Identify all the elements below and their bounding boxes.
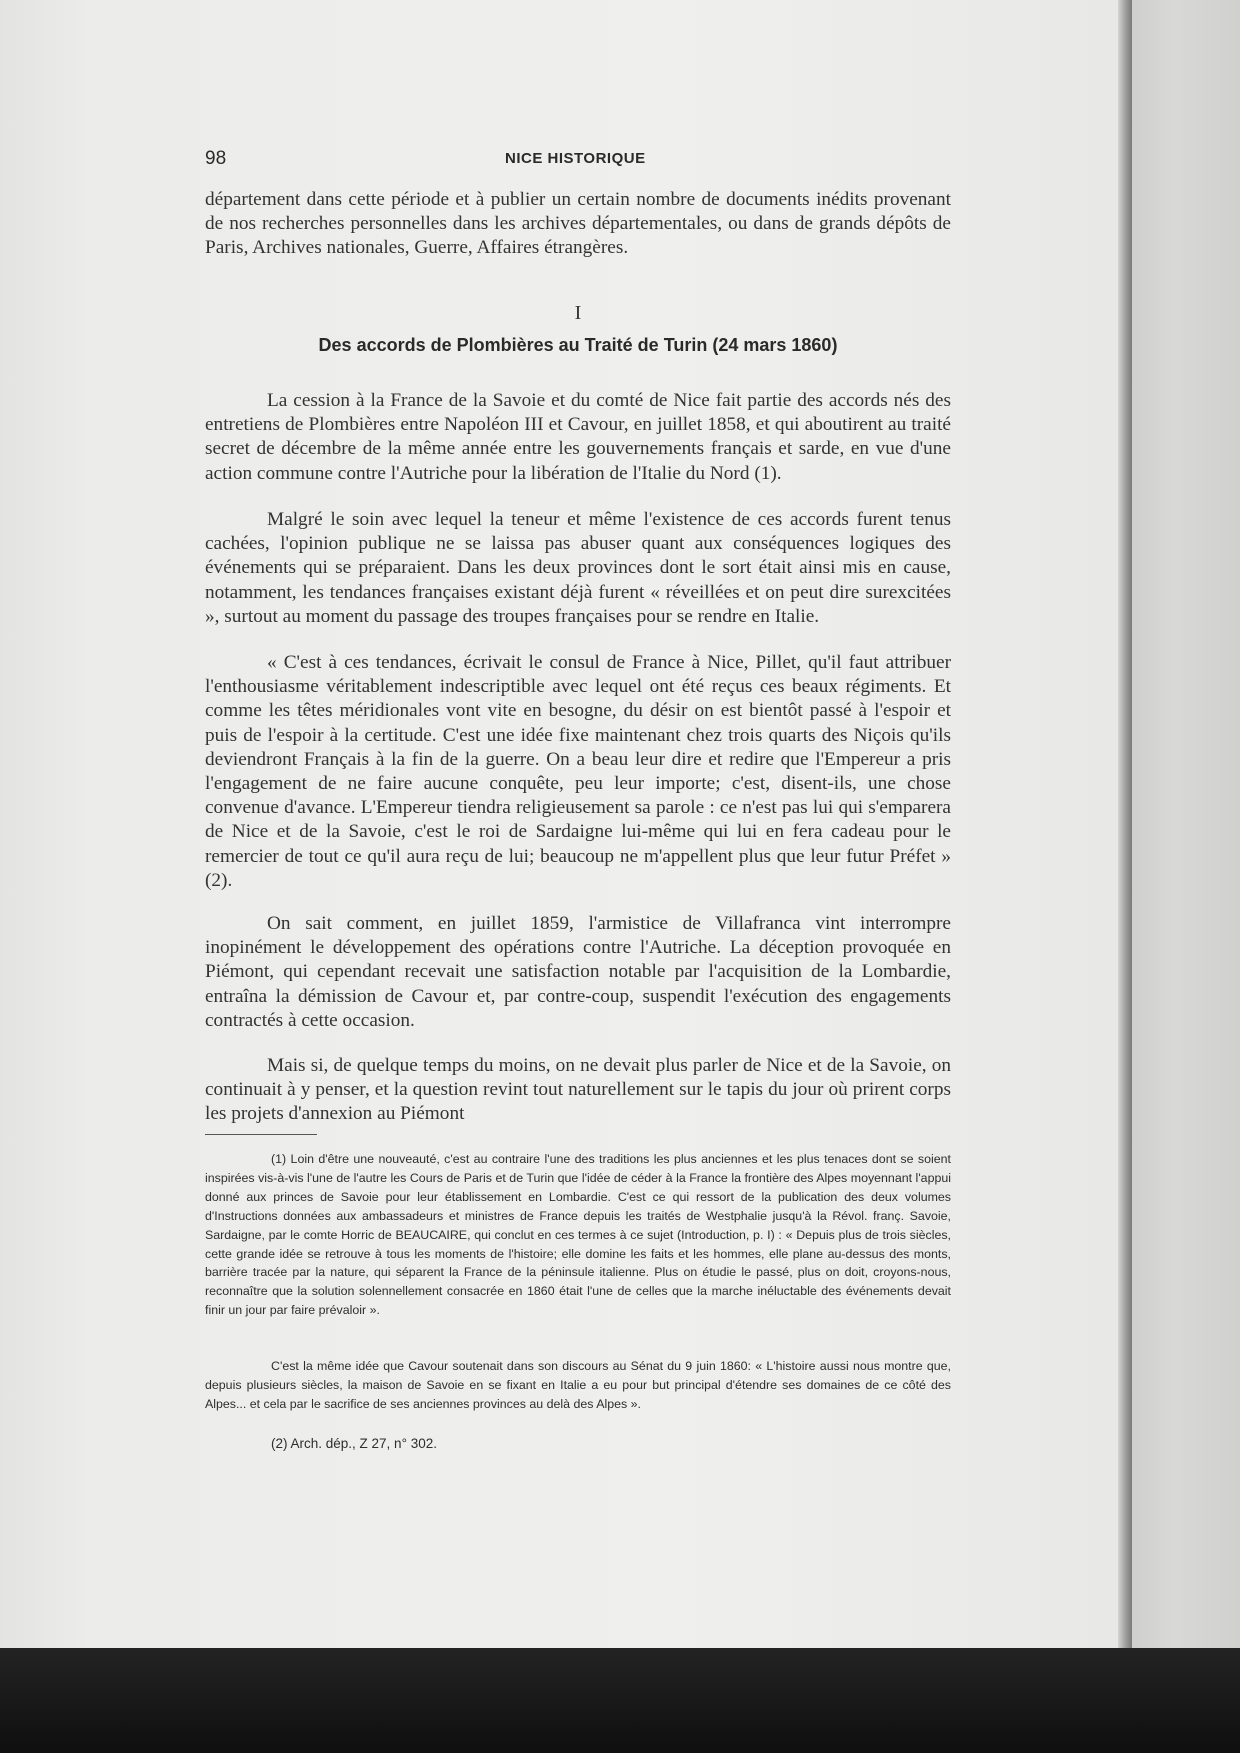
- page-number: 98: [205, 148, 227, 169]
- footnote-separator: [205, 1134, 317, 1135]
- footnote-1: (1) Loin d'être une nouveauté, c'est au contraire l'une des traditions les plus anciennes et les plus tenaces dont se soient inspirées vis-à-vis l'une de l'autre les Cours de Paris et de Turin que l'idée de céder à la France la frontière des Alpes moyennant l'appui donné aux princes de Savoie pour leur établissement en Lombardie. C'est ce qui ressort de la publication des deux volumes d'Instructions données aux ambassadeurs et ministres de France depuis les traités de Westphalie jusqu'à la Révol. franç. Savoie, Sardaigne, par le comte Horric de BEAUCAIRE, qui conclut en ces termes à ce sujet (Introduction, p. I) : « Depuis plus de trois siècles, cette grande idée se retrouve à tous les moments de l'histoire; elle domine les faits et les hommes, elle plane au-dessus des monts, barrière tracée par la nature, qui séparent la France de la péninsule italienne. Plus on étudie le passé, plus on doit, croyons-nous, reconnaître que la solution solennellement consacrée en 1860 était l'une de celles que la marche inéluctable des événements devait finir un jour par faire prévaloir ».: [205, 1152, 951, 1318]
- paragraph-consul-quote: « C'est à ces tendances, écrivait le consul de France à Nice, Pillet, qu'il faut attribuer l'enthousiasme véritablement indescriptible avec lequel ont été reçus ces beaux régiments. Et comme les têtes méridionales vont vite en besogne, du désir on est bientôt passé à l'espoir et puis de l'espoir à la certitude. C'est une idée fixe maintenant chez trois quarts des Niçois qu'ils deviendront Français à la fin de la guerre. On a beau leur dire et redire que l'Empereur a pris l'engagement de ne faire aucune conquête, peu leur importe; c'est, disent-ils, une chose convenue d'avance. L'Empereur tiendra religieusement sa parole : ce n'est pas lui qui s'emparera de Nice et de la Savoie, c'est le roi de Sardaigne lui-même qui lui en fera cadeau pour le remercier de tout ce qu'il aura reçu de lui; beaucoup ne m'appellent plus que leur futur Préfet » (2).: [205, 652, 951, 891]
- page-edge-shadow: [1118, 0, 1132, 1648]
- footnote-1-continuation: C'est la même idée que Cavour soutenait dans son discours au Sénat du 9 juin 1860: « L'histoire aussi nous montre que, depuis plusieurs siècles, la maison de Savoie en se fixant en Italie a eu pour but principal d'étendre ses domaines de ce côté des Alpes... et cela par le sacrifice de ses anciennes provinces au delà des Alpes ».: [205, 1359, 951, 1411]
- facing-page-edge: [1130, 0, 1240, 1648]
- running-head: [205, 148, 660, 176]
- section-title: Des accords de Plombières au Traité de Turin (24 mars 1860): [318, 335, 838, 355]
- paragraph-cession: La cession à la France de la Savoie et du comté de Nice fait partie des accords nés des entretiens de Plombières entre Napoléon III et Cavour, en juillet 1858, et qui aboutirent au traité secret de décembre de la même année entre les gouvernements français et sarde, en vue d'une action commune contre l'Autriche pour la libération de l'Italie du Nord (1).: [205, 390, 951, 484]
- footnote-2: (2) Arch. dép., Z 27, n° 302.: [271, 1436, 437, 1451]
- journal-title: NICE HISTORIQUE: [505, 150, 646, 167]
- paragraph-annexion: Mais si, de quelque temps du moins, on ne devait plus parler de Nice et de la Savoie, on continuait à y penser, et la question revint tout naturellement sur le tapis du jour où prirent corps les projets d'annexion au Piémont: [205, 1055, 951, 1125]
- section-number: I: [574, 302, 582, 324]
- intro-paragraph: département dans cette période et à publier un certain nombre de documents inédits provenant de nos recherches personnelles dans les archives départementales, ou dans de grands dépôts de Paris, Archives nationales, Guerre, Affaires étrangères.: [205, 189, 951, 259]
- scanner-bed-border: [0, 1648, 1240, 1753]
- paragraph-opinion: Malgré le soin avec lequel la teneur et même l'existence de ces accords furent tenus cachées, l'opinion publique ne se laissa pas abuser quant aux conséquences logiques des événements qui se préparaient. Dans les deux provinces dont le sort était ainsi mis en cause, notamment, les tendances françaises existant déjà furent « réveillées et on peut dire surexcitées », surtout au moment du passage des troupes françaises pour se rendre en Italie.: [205, 509, 951, 627]
- paragraph-villafranca: On sait comment, en juillet 1859, l'armistice de Villafranca vint interrompre inopinément le développement des opérations contre l'Autriche. La déception provoquée en Piémont, qui cependant recevait une satisfaction notable par l'acquisition de la Lombardie, entraîna la démission de Cavour et, par contre-coup, suspendit l'exécution des engagements contractés à cette occasion.: [205, 913, 951, 1031]
